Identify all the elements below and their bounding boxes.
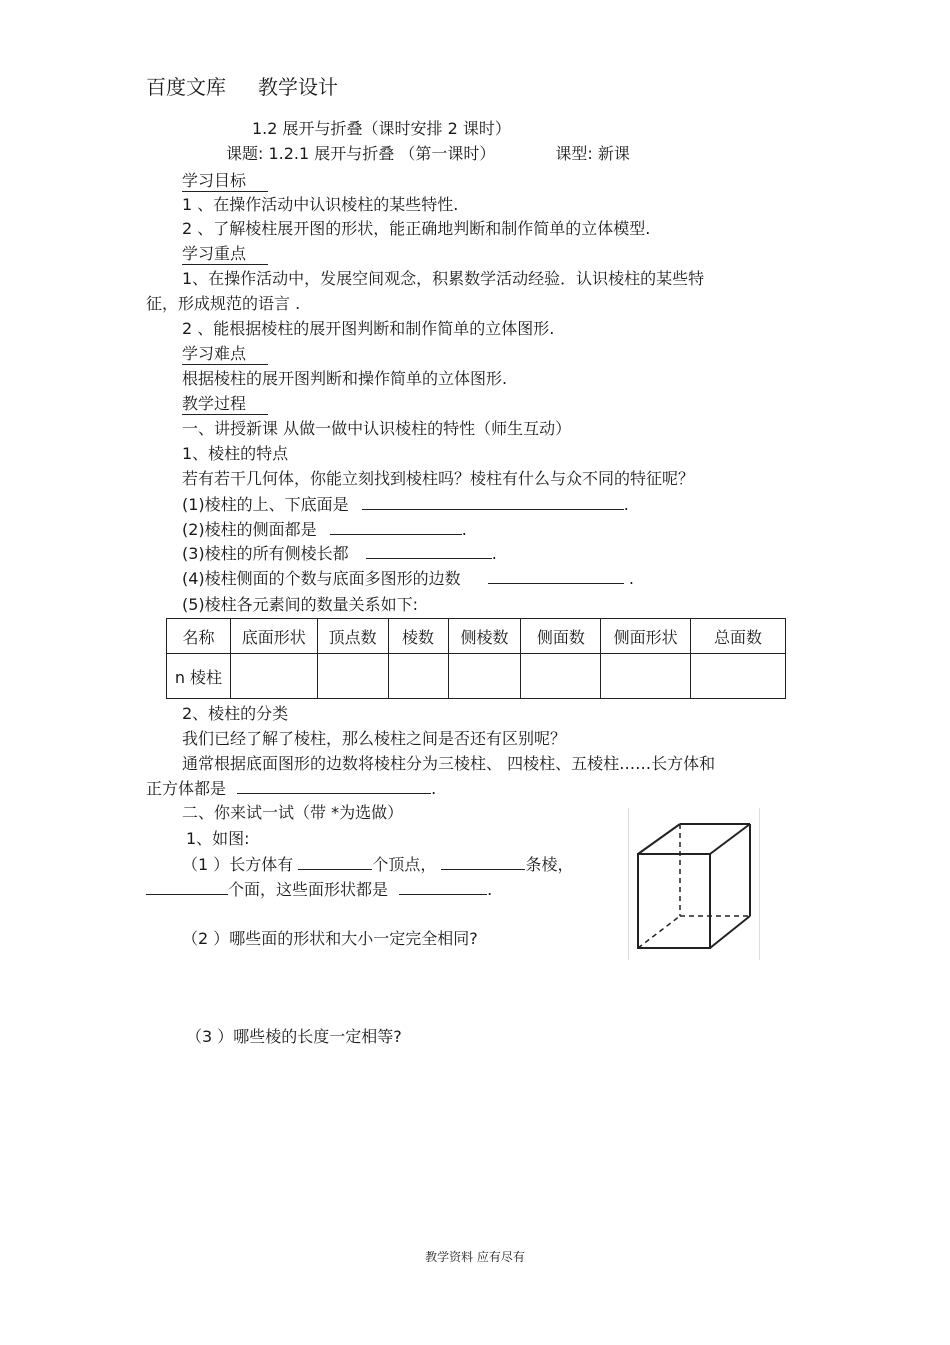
exercise-q1-part-b: 个顶点， <box>372 855 437 874</box>
page-footer: 教学资料 应有尽有 <box>425 1250 525 1264</box>
classification-line-b-text: 正方体都是 <box>146 779 227 798</box>
difficulty-1: 根据棱柱的展开图判断和操作简单的立体图形. <box>182 369 508 388</box>
table-cell[interactable] <box>691 654 786 699</box>
key-point-1b: 征，形成规范的语言 . <box>146 294 301 313</box>
process-heading: 教学过程 <box>182 394 268 415</box>
question-5: (5)棱柱各元素间的数量关系如下: <box>182 595 419 614</box>
table-header: 名称 <box>167 619 231 654</box>
goals-heading: 学习目标 <box>182 171 268 192</box>
question-2-text: (2)棱柱的侧面都是 <box>182 520 317 539</box>
page-header <box>146 74 338 100</box>
table-header: 侧面形状 <box>601 619 691 654</box>
table-cell[interactable] <box>521 654 601 699</box>
difficulty-heading: 学习难点 <box>182 344 268 365</box>
key-point-2: 2 、能根据棱柱的展开图判断和制作简单的立体图形. <box>182 319 555 338</box>
question-2: (2)棱柱的侧面都是 . <box>182 520 467 539</box>
table-cell[interactable] <box>317 654 388 699</box>
key-points-heading: 学习重点 <box>182 244 268 265</box>
doc-type: 教学设计 <box>258 75 338 99</box>
edge-count-blank[interactable] <box>441 854 525 870</box>
table-row <box>167 654 786 699</box>
exercise-1-heading: 1、如图: <box>186 829 250 848</box>
table-cell[interactable] <box>448 654 521 699</box>
table-header-row <box>167 619 786 654</box>
lesson-title: 1.2 展开与折叠（课时安排 2 课时） <box>252 119 511 138</box>
classification-question: 我们已经了解了棱柱，那么棱柱之间是否还有区别呢？ <box>182 729 567 748</box>
lesson-subtitle <box>226 143 630 165</box>
classification-line-a: 通常根据底面图形的边数将棱柱分为三棱柱、 四棱柱、五棱柱……长方体和 <box>182 754 716 773</box>
table-cell[interactable] <box>388 654 448 699</box>
table-header: 侧面数 <box>521 619 601 654</box>
exercise-1-q1 <box>182 854 574 876</box>
classification-blank[interactable] <box>237 778 431 794</box>
table-header: 底面形状 <box>230 619 317 654</box>
prism-classification-heading: 2、棱柱的分类 <box>182 704 289 723</box>
question-1: (1)棱柱的上、下底面是 . <box>182 495 629 514</box>
question-1-blank[interactable] <box>362 494 624 510</box>
face-shape-blank[interactable] <box>399 879 487 895</box>
classification-line-b: 正方体都是 . <box>146 779 437 798</box>
exercise-q1-part-d: 个面，这些面形状都是 <box>228 880 389 899</box>
face-count-blank[interactable] <box>146 879 228 895</box>
goal-2: 2 、了解棱柱展开图的形状，能正确地判断和制作简单的立体模型. <box>182 219 651 238</box>
table-cell[interactable] <box>230 654 317 699</box>
vertex-count-blank[interactable] <box>298 854 372 870</box>
exercise-q1-part-c: 条棱， <box>525 855 574 874</box>
prism-question: 若有若干几何体，你能立刻找到棱柱吗？棱柱有什么与众不同的特征呢？ <box>182 469 695 488</box>
table-header: 棱数 <box>388 619 448 654</box>
table-cell[interactable] <box>601 654 691 699</box>
lesson-type: 课型: 新课 <box>555 144 630 163</box>
key-point-1a: 1、在操作活动中，发展空间观念，积累数学活动经验．认识棱柱的某些特 <box>182 269 705 288</box>
topic: 课题: 1.2.1 展开与折叠 （第一课时） <box>226 144 496 163</box>
table-header: 侧棱数 <box>448 619 521 654</box>
question-4-text: (4)棱柱侧面的个数与底面多图形的边数 <box>182 569 461 588</box>
exercise-1-q1-cont: 个面，这些面形状都是 . <box>146 879 492 901</box>
exercise-q1-part-a: （1 ）长方体有 <box>182 855 294 874</box>
exercise-1-q3: （3 ）哪些棱的长度一定相等? <box>186 1027 402 1046</box>
prism-features-heading: 1、棱柱的特点 <box>182 444 289 463</box>
part-2-heading: 二、你来试一试（带 *为选做） <box>182 803 404 822</box>
table-header: 顶点数 <box>317 619 388 654</box>
question-1-text: (1)棱柱的上、下底面是 <box>182 495 349 514</box>
question-4: (4)棱柱侧面的个数与底面多图形的边数 . <box>182 569 634 588</box>
goal-1: 1 、在操作活动中认识棱柱的某些特性. <box>182 195 459 214</box>
table-header: 总面数 <box>691 619 786 654</box>
prism-table <box>166 618 786 699</box>
cuboid-figure <box>628 808 760 960</box>
question-3: (3)棱柱的所有侧棱长都 . <box>182 544 497 563</box>
exercise-1-q2: （2 ）哪些面的形状和大小一定完全相同? <box>182 929 478 948</box>
table-cell: n 棱柱 <box>167 654 231 699</box>
part-1-heading: 一、讲授新课 从做一做中认识棱柱的特性（师生互动） <box>182 419 572 438</box>
brand: 百度文库 <box>146 75 226 99</box>
question-2-blank[interactable] <box>330 519 462 535</box>
question-3-text: (3)棱柱的所有侧棱长都 <box>182 544 349 563</box>
question-4-blank[interactable] <box>488 568 624 584</box>
question-3-blank[interactable] <box>366 543 492 559</box>
